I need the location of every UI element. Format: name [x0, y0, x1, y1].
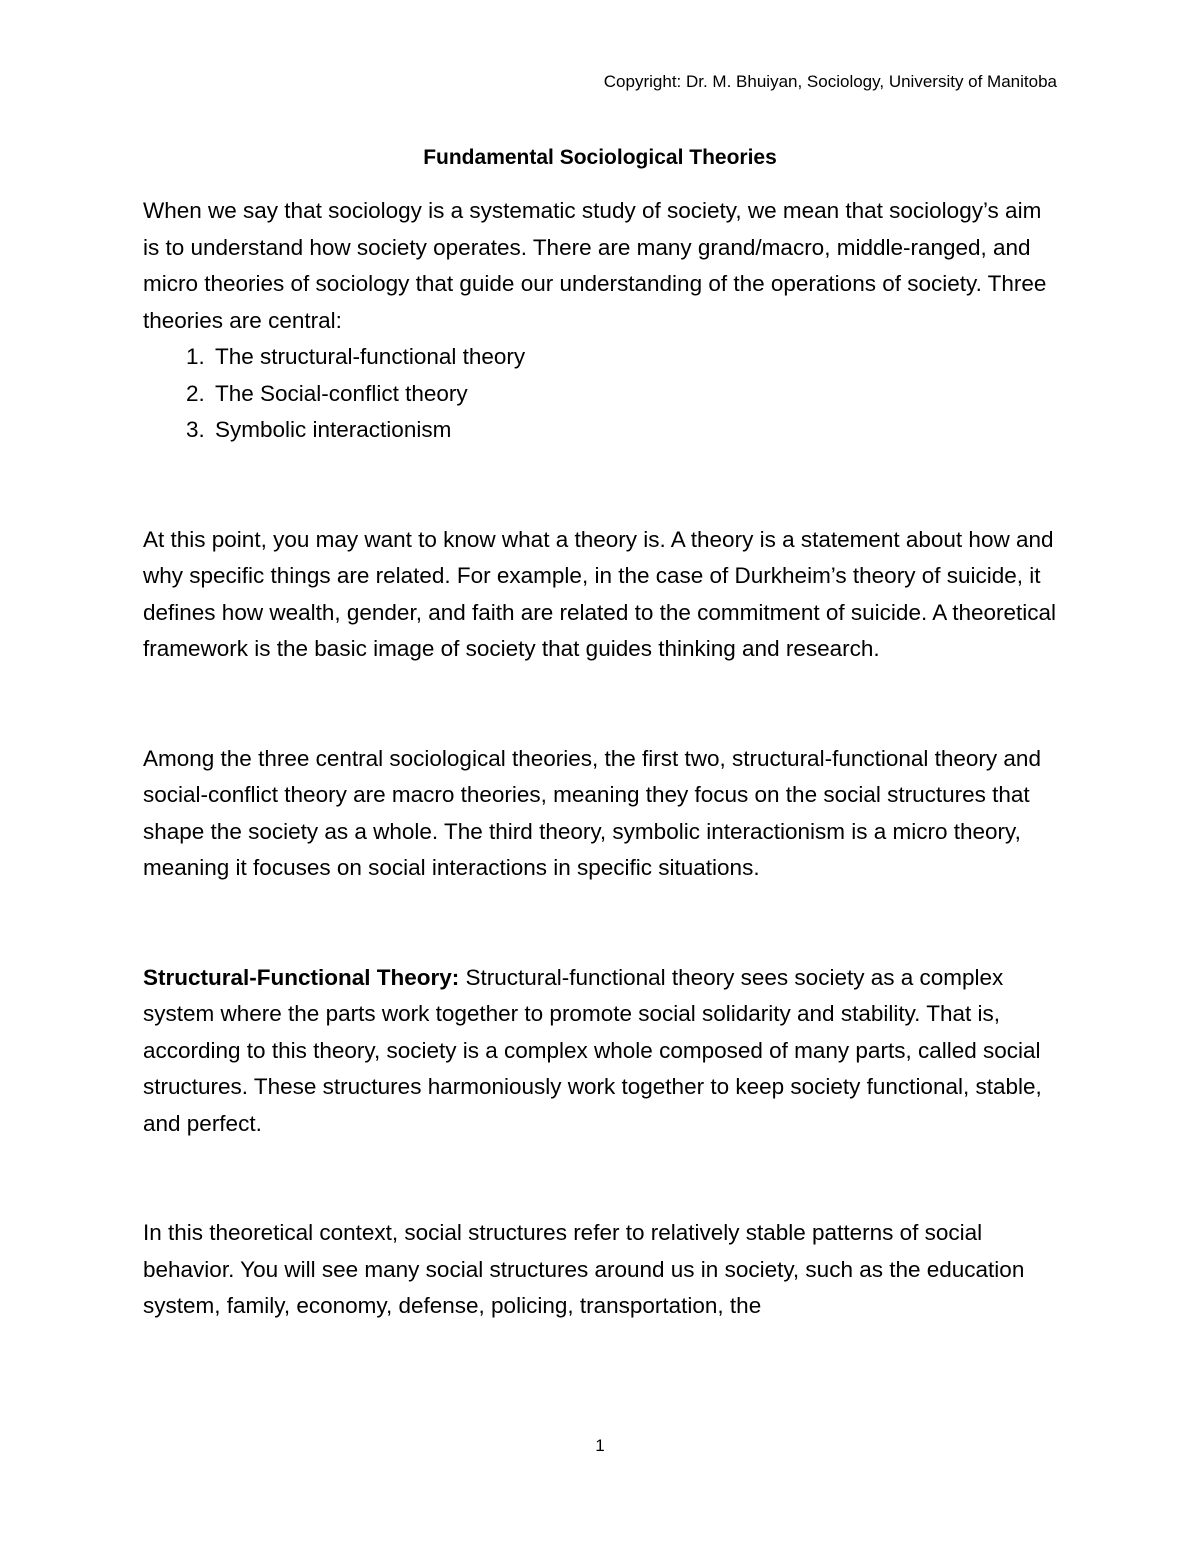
- theories-list: [143, 339, 1063, 449]
- copyright-header: Copyright: Dr. M. Bhuiyan, Sociology, University of Manitoba: [603, 72, 1057, 91]
- list-item: 3. Symbolic interactionism: [211, 412, 1063, 449]
- paragraph-gap: [143, 449, 1063, 522]
- paragraph-gap: [143, 887, 1063, 960]
- structural-functional-heading: Structural-Functional Theory:: [143, 964, 460, 990]
- theory-definition-paragraph: At this point, you may want to know what a theory is. A theory is a statement about how and why specific things are related. For example, in the case of Durkheim’s theory of suicide, it defines how wealth, gender, and faith are related to the commitment of suicide. A theoretical framework is the basic image of society that guides thinking and research.: [143, 526, 1057, 661]
- document-title: Fundamental Sociological Theories: [423, 146, 777, 169]
- intro-paragraph: When we say that sociology is a systematic study of society, we mean that sociology’s aim is to understand how society operates. There are many grand/macro, middle-ranged, and micro theories of sociology that guide our understanding of the operations of society. Three theories are central:: [143, 198, 1047, 333]
- paragraph-gap: [143, 668, 1063, 741]
- social-structures-paragraph: In this theoretical context, social structures refer to relatively stable patterns of social behavior. You will see many social structures around us in society, such as the education system, family, economy, defense, policing, transportation, the: [143, 1220, 1025, 1318]
- document-body: [143, 193, 1063, 1325]
- list-item: 1. The structural-functional theory: [211, 339, 1063, 376]
- structural-functional-text: Structural-functional theory sees society as a complex system where the parts work together to promote social solidarity and stability. That is, according to this theory, society is a complex whole composed of many parts, called social structures. These structures harmoniously work together to keep society functional, stable, and perfect.: [143, 964, 1042, 1136]
- list-item: 2. The Social-conflict theory: [211, 376, 1063, 413]
- page-number: 1: [595, 1436, 605, 1455]
- macro-micro-paragraph: Among the three central sociological theories, the first two, structural-functional theory and social-conflict theory are macro theories, meaning they focus on the social structures that shape the society as a whole. The third theory, symbolic interactionism is a micro theory, meaning it focuses on social interactions in specific situations.: [143, 745, 1041, 880]
- structural-functional-paragraph: [143, 960, 1063, 1143]
- paragraph-gap: [143, 1142, 1063, 1215]
